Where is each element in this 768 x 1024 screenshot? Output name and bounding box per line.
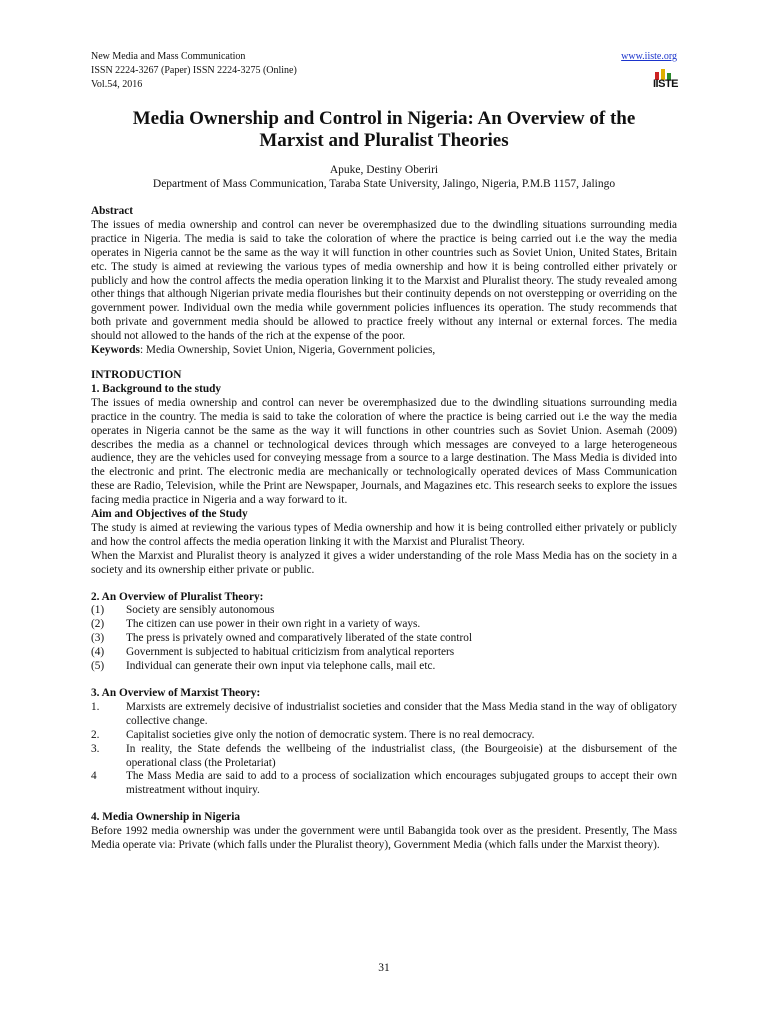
iiste-logo	[653, 66, 677, 90]
paper-title: Media Ownership and Control in Nigeria: An Overview of the Marxist and Pluralist Theories	[132, 108, 636, 151]
list-item	[91, 660, 677, 674]
list-item-number: 4	[91, 770, 97, 783]
list-item-text: Marxists are extremely decisive of industrialist societies and consider that the Mass Media stand in the way of obligatory collective change.	[126, 700, 677, 727]
introduction-heading: INTRODUCTION	[91, 368, 182, 381]
abstract-text: The issues of media ownership and control can never be overemphasized due to the dwindling situations surrounding media practice in Nigeria. The media is said to take the coloration of where the practice is being carried out i.e the way the media operates in Nigeria cannot be the same as the way it will function in other countries such as Soviet Union, United States, Britain etc. The study is aimed at reviewing the various types of media ownership and how it is being controlled either privately or publicly and how the control affects the media operation linking it to the Marxist and Pluralist theory. The study revealed among other things that although Nigerian private media flourishes but their continuity depends on not overstepping or overriding on the government power. Individual own the media while government policies influences its operation. The study recommends that both private and government media should be allowed to practice freely without any internal or external forces. The media should not allowed to the hands of the rich at the expense of the poor.	[91, 218, 677, 343]
list-item-text: Government is subjected to habitual criticizism from analytical reporters	[126, 646, 455, 659]
list-item-text: The citizen can use power in their own right in a variety of ways.	[126, 618, 421, 631]
list-item-text: Capitalist societies give only the notion of democratic system. There is no real democracy.	[126, 728, 535, 741]
aims-paragraph: The study is aimed at reviewing the various types of Media ownership and how it is being controlled either privately or publicly and how the control affects the media operation linking it with the Marxist and Pluralist Theory.	[91, 521, 677, 548]
abstract-heading: Abstract	[91, 205, 134, 217]
pluralist-heading: 2. An Overview of Pluralist Theory:	[91, 590, 264, 603]
keywords-text: : Media Ownership, Soviet Union, Nigeria, Government policies,	[139, 344, 436, 357]
list-item-text: Individual can generate their own input via telephone calls, mail etc.	[126, 660, 436, 673]
aims-heading: Aim and Objectives of the Study	[91, 508, 248, 521]
journal-issn: ISSN 2224-3267 (Paper) ISSN 2224-3275 (Online)	[91, 65, 297, 76]
journal-url-link[interactable]: www.iiste.org	[621, 51, 677, 62]
list-item	[91, 743, 677, 771]
journal-volume: Vol.54, 2016	[91, 79, 143, 90]
list-item-number: 2.	[91, 728, 100, 741]
list-item-text: Society are sensibly autonomous	[126, 604, 275, 617]
page-number: 31	[378, 962, 390, 974]
list-item-number: 3.	[91, 742, 100, 755]
author-affiliation: Department of Mass Communication, Taraba State University, Jalingo, Nigeria, P.M.B 1157, Jalingo	[152, 178, 616, 190]
ownership-heading: 4. Media Ownership in Nigeria	[91, 811, 241, 824]
list-item-text: The Mass Media are said to add to a process of socialization which encourages subjugated groups to accept their own mistreatment without inquiry.	[126, 770, 677, 797]
list-item	[91, 729, 677, 743]
marxist-list	[91, 701, 677, 798]
list-item	[91, 604, 677, 618]
background-heading: 1. Background to the study	[91, 382, 222, 395]
list-item-number: (4)	[91, 646, 105, 659]
analysis-paragraph: When the Marxist and Pluralist theory is analyzed it gives a wider understanding of the role Mass Media has on the society in a society and its ownership either private or public.	[91, 549, 677, 576]
logo-text: IISTE	[653, 78, 679, 90]
list-item	[91, 770, 677, 798]
list-item-text: In reality, the State defends the wellbeing of the industrialist class, (the Bourgeoisie) at the disbursement of the operational class (the Proletariat)	[126, 742, 677, 769]
list-item-number: 1.	[91, 700, 100, 713]
background-paragraph: The issues of media ownership and control can never be overemphasized due to the dwindling situations surrounding media practice in the country. The media is said to take the coloration of where the practice is being carried out i.e the way the media operates in Nigeria cannot be the same as the way it will functions in other countries such as Soviet Union. Asemah (2009) describes the media as a channel or technological devices through which messages are conveyed to a large heterogeneous audience, they are the vehicles used for conveying message from a source to a large destination. The Mass Media is divided into the electronic and print. The electronic media are mechanically or technologically operated devices of Mass Communication these are Radio, Television, while the Print are Newspaper, Journals, and Magazines etc. This research seeks to explore the issues facing media practice in Nigeria and a way forward to it.	[91, 396, 677, 507]
list-item-number: (1)	[91, 604, 105, 617]
marxist-heading: 3. An Overview of Marxist Theory:	[91, 687, 261, 699]
list-item-number: (2)	[91, 618, 105, 631]
ownership-paragraph: Before 1992 media ownership was under the government were until Babangida took over as the president. Presently, The Mass Media operate via: Private (which falls under the Pluralist theory), Government Media (which falls under the Marxist theory).	[91, 825, 677, 852]
author-block	[91, 163, 677, 191]
journal-name: New Media and Mass Communication	[91, 51, 246, 62]
keywords-label: Keywords	[91, 344, 140, 357]
list-item-text: The press is privately owned and comparatively liberated of the state control	[126, 632, 473, 645]
list-item	[91, 701, 677, 729]
list-item	[91, 632, 677, 646]
paper-page	[91, 0, 677, 853]
list-item-number: (5)	[91, 660, 105, 673]
author-name: Apuke, Destiny Oberiri	[329, 164, 439, 176]
pluralist-list	[91, 604, 677, 674]
journal-header	[91, 0, 677, 96]
list-item	[91, 646, 677, 660]
list-item-number: (3)	[91, 632, 105, 645]
paper-body	[91, 205, 677, 853]
journal-info	[91, 50, 297, 92]
keywords-line	[91, 344, 677, 358]
list-item	[91, 618, 677, 632]
